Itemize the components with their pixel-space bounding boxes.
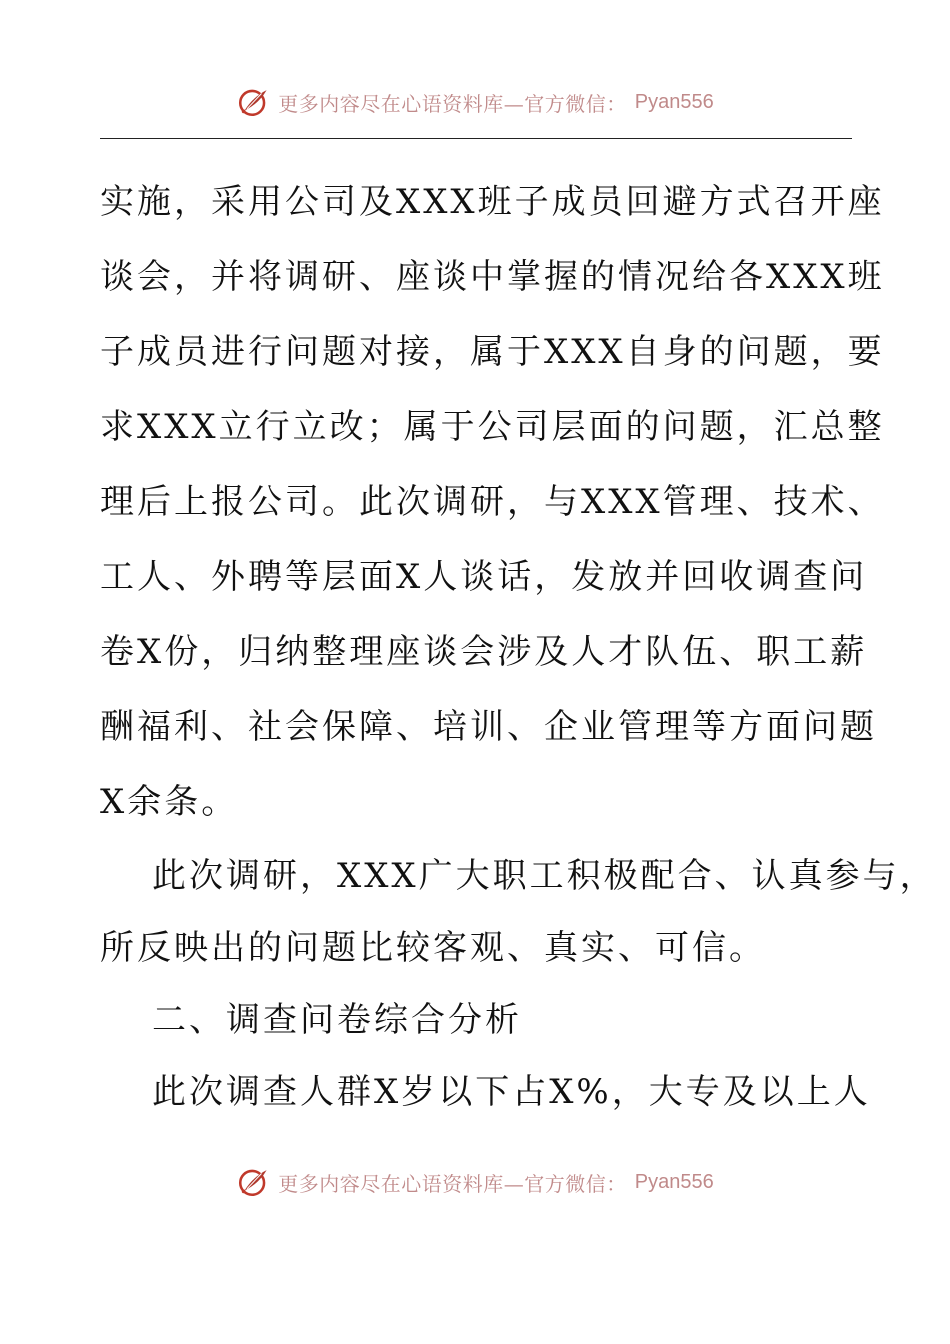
watermark-text: 更多内容尽在心语资料库—官方微信： — [278, 91, 627, 116]
paragraph-1 — [100, 165, 885, 840]
feather-pen-logo-icon — [236, 1165, 270, 1199]
section-heading — [100, 984, 852, 1056]
text-line: 求XXX立行立改；属于公司层面的问题，汇总整 — [100, 407, 885, 447]
text-line: 工人、外聘等层面X人谈话，发放并回收调查问 — [100, 557, 868, 597]
document-body — [100, 165, 937, 1128]
watermark-text: 更多内容尽在心语资料库—官方微信： — [278, 1171, 627, 1196]
text-line: X余条。 — [100, 782, 239, 822]
paragraph-2 — [100, 840, 937, 984]
text-line: 酬福利、社会保障、培训、企业管理等方面问题 — [100, 707, 877, 747]
feather-pen-logo-icon — [236, 85, 270, 119]
text-line: 谈会，并将调研、座谈中掌握的情况给各XXX班 — [100, 257, 885, 297]
footer-watermark — [0, 1162, 950, 1202]
text-line: 卷X份，归纳整理座谈会涉及人才队伍、职工薪 — [100, 632, 868, 672]
watermark-wechat-id: Pyan556 — [634, 1170, 714, 1193]
text-line: 此次调查人群X岁以下占X%，大专及以上人 — [152, 1072, 871, 1112]
paragraph-3 — [100, 1056, 871, 1128]
header-watermark — [0, 82, 950, 122]
header-divider — [100, 138, 852, 139]
watermark-wechat-id: Pyan556 — [634, 90, 714, 113]
text-line: 子成员进行问题对接，属于XXX自身的问题，要 — [100, 332, 885, 372]
text-line: 实施，采用公司及XXX班子成员回避方式召开座 — [100, 182, 885, 222]
text-line: 此次调研，XXX广大职工积极配合、认真参与， — [152, 856, 937, 896]
heading-line: 二、调查问卷综合分析 — [152, 1000, 522, 1040]
text-line: 理后上报公司。此次调研，与XXX管理、技术、 — [100, 482, 885, 522]
text-line: 所反映出的问题比较客观、真实、可信。 — [100, 928, 766, 968]
